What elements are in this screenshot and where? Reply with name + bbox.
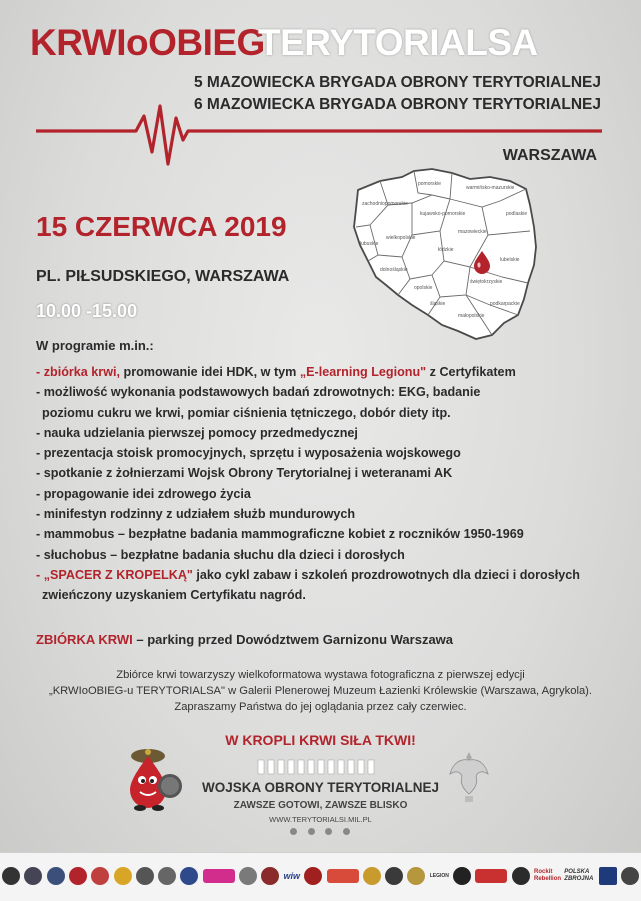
partner-logo bbox=[327, 869, 359, 883]
wot-url: WWW.TERYTORIALSI.MIL.PL bbox=[269, 815, 372, 824]
instagram-icon[interactable] bbox=[325, 828, 332, 835]
partner-logo bbox=[621, 867, 639, 885]
map-label: kujawsko-pomorskie bbox=[420, 211, 466, 217]
partner-logo bbox=[136, 867, 154, 885]
map-label: warmińsko-mazurskie bbox=[466, 185, 515, 191]
partner-logo-rockit: Rockit Rebellion bbox=[534, 869, 562, 882]
wot-name: WOJSKA OBRONY TERYTORIALNEJ bbox=[201, 780, 440, 795]
partner-logo bbox=[114, 867, 132, 885]
partner-logo bbox=[158, 867, 176, 885]
brigade-6: 6 MAZOWIECKA BRYGADA OBRONY TERYTORIALNEJ bbox=[193, 96, 601, 113]
partner-logo bbox=[453, 867, 471, 885]
list-item: - propagowanie idei zdrowego życia bbox=[36, 486, 251, 501]
program-list bbox=[36, 362, 596, 606]
list-item: poziomu cukru we krwi, pomiar ciśnienia tętniczego, dobór diety itp. bbox=[42, 405, 451, 420]
list-item: - minifestyn rodzinny z udziałem służb mundurowych bbox=[36, 507, 356, 522]
partner-logo bbox=[239, 867, 257, 885]
map-label: pomorskie bbox=[418, 181, 442, 187]
list-item: - prezentacja stoisk promocyjnych, sprzętu i wyposażenia wojskowego bbox=[36, 446, 461, 461]
title-red-part: KRWIoOBIEG bbox=[30, 22, 265, 63]
poland-map bbox=[340, 165, 550, 345]
map-label: lubuskie bbox=[360, 241, 379, 247]
partner-logo-legion: LEGION bbox=[429, 873, 449, 879]
zbiorka-krwi-note: ZBIÓRKA KRWI – parking przed Dowództwem Garnizonu Warszawa bbox=[36, 632, 454, 647]
brigade-5: 5 MAZOWIECKA BRYGADA OBRONY TERYTORIALNEJ bbox=[193, 74, 601, 91]
map-label: zachodniopomorskie bbox=[362, 201, 408, 207]
list-item: - słuchobus – bezpłatne badania słuchu dla dzieci i dorosłych bbox=[36, 547, 405, 562]
program-intro: W programie m.in.: bbox=[36, 338, 154, 353]
social-icons bbox=[290, 828, 350, 838]
twitter-icon[interactable] bbox=[308, 828, 315, 835]
partner-logo bbox=[385, 867, 403, 885]
partner-logo bbox=[180, 867, 198, 885]
partner-logo-wiw: wiw bbox=[283, 871, 301, 881]
partner-logo bbox=[91, 867, 109, 885]
soldiers-silhouettes-icon bbox=[256, 758, 386, 776]
partner-logo bbox=[512, 867, 530, 885]
list-item: - zbiórka krwi, promowanie idei HDK, w tym „E-learning Legionu" z Certyfikatem bbox=[36, 365, 516, 379]
map-label: dolnośląskie bbox=[380, 267, 408, 273]
exhibition-note: Zbiórce krwi towarzyszy wielkoformatowa wystawa fotograficzna z pierwszej edycji „KRWIoOBIEG-u TERYTORIALSA" w Galerii Plenerowej Muzeum Łazienki Królewskie (Warszawa, Agrykola). Zapraszamy Państwa do jej oglądania przez cały czerwiec. bbox=[48, 669, 592, 713]
youtube-icon[interactable] bbox=[343, 828, 350, 835]
map-label: lubelskie bbox=[500, 257, 520, 263]
partner-logo bbox=[24, 867, 42, 885]
event-date: 15 CZERWCA 2019 bbox=[36, 211, 287, 242]
list-item: - możliwość wykonania podstawowych badań zdrowotnych: EKG, badanie bbox=[36, 385, 481, 400]
map-label: małopolskie bbox=[458, 313, 485, 319]
list-item: - „SPACER Z KROPELKĄ" jako cykl zabaw i szkoleń prozdrowotnych dla dzieci i dorosłych bbox=[36, 567, 580, 582]
facebook-icon[interactable] bbox=[290, 828, 297, 835]
slogan: W KROPLI KRWI SIŁA TKWI! bbox=[225, 732, 416, 748]
title-white-part: TERYTORIALSA bbox=[258, 22, 538, 63]
list-item: - nauka udzielania pierwszej pomocy przedmedycznej bbox=[36, 425, 358, 440]
partner-logo bbox=[47, 867, 65, 885]
list-item: - mammobus – bezpłatne badania mammograficzne kobiet z roczników 1950-1969 bbox=[36, 527, 524, 542]
map-label: łódzkie bbox=[438, 247, 454, 253]
map-label: podkarpackie bbox=[490, 301, 520, 307]
list-item: - spotkanie z żołnierzami Wojsk Obrony Terytorialnej i weteranami AK bbox=[36, 466, 453, 481]
event-place: PL. PIŁSUDSKIEGO, WARSZAWA bbox=[36, 268, 290, 285]
map-label: opolskie bbox=[414, 285, 433, 291]
partner-logo bbox=[407, 867, 425, 885]
partner-logo bbox=[363, 867, 381, 885]
partner-logo bbox=[69, 867, 87, 885]
partner-logo bbox=[304, 867, 322, 885]
map-label: mazowieckie bbox=[458, 229, 487, 235]
partner-logo bbox=[599, 867, 617, 885]
eagle-emblem-icon bbox=[448, 748, 490, 804]
city-label: WARSZAWA bbox=[502, 147, 597, 164]
partner-logo bbox=[261, 867, 279, 885]
partner-logos-footer bbox=[0, 852, 641, 901]
partner-logo bbox=[203, 869, 235, 883]
map-label: podlaskie bbox=[506, 211, 528, 217]
map-label: wielkopolskie bbox=[386, 235, 416, 241]
partner-logo-polska-zbrojna: POLSKA ZBROJNA bbox=[564, 869, 594, 882]
event-hours: 10.00 -15.00 bbox=[36, 301, 138, 321]
list-item: zwieńczony uzyskaniem Certyfikatu nagród. bbox=[42, 588, 306, 603]
map-label: świętokrzyskie bbox=[470, 279, 503, 285]
partner-logo bbox=[2, 867, 20, 885]
partner-logo bbox=[475, 869, 507, 883]
wot-motto: ZAWSZE GOTOWI, ZAWSZE BLISKO bbox=[233, 800, 408, 811]
map-label: śląskie bbox=[430, 301, 446, 307]
